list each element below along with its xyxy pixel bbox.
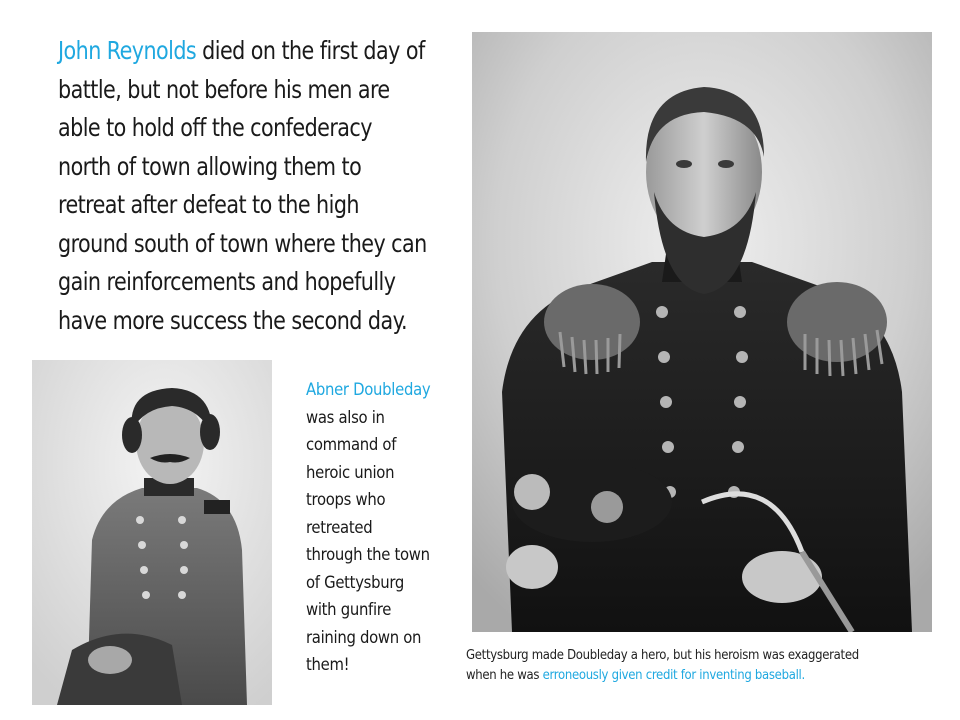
main-line-5: retreat after defeat to the high bbox=[58, 190, 359, 219]
doubleday-paragraph bbox=[306, 376, 446, 679]
doubleday-portrait-image bbox=[32, 360, 272, 705]
main-line-8: have more success the second day. bbox=[58, 305, 408, 335]
main-paragraph bbox=[58, 32, 427, 340]
side-line: was also in bbox=[306, 407, 385, 427]
main-line-7: gain reinforcements and hopefully bbox=[58, 267, 396, 296]
reynolds-portrait bbox=[472, 32, 932, 632]
side-line: retreated bbox=[306, 517, 373, 537]
main-line-3: able to hold off the confederacy bbox=[58, 113, 372, 142]
doubleday-name: Abner Doubleday bbox=[306, 380, 431, 399]
reynolds-name: John Reynolds bbox=[58, 36, 197, 65]
caption-line-2: when he was erroneously given credit for inventing baseball. bbox=[466, 668, 805, 683]
reynolds-portrait-image bbox=[472, 32, 932, 632]
main-line-2: battle, but not before his men are bbox=[58, 74, 390, 104]
side-line: command of bbox=[306, 435, 397, 454]
main-line-4: north of town allowing them to bbox=[58, 151, 362, 181]
main-line-6: ground south of town where they can bbox=[58, 228, 427, 258]
doubleday-portrait bbox=[32, 360, 272, 705]
side-line: them! bbox=[306, 655, 350, 674]
caption-line-1: Gettysburg made Doubleday a hero, but his heroism was exaggerated bbox=[466, 648, 859, 663]
side-line: through the town bbox=[306, 545, 430, 564]
side-line: heroic union bbox=[306, 462, 395, 482]
side-line: troops who bbox=[306, 490, 386, 509]
main-line-1: John Reynolds died on the first day of bbox=[58, 36, 425, 65]
side-line: raining down on bbox=[306, 627, 422, 647]
baseball-claim: erroneously given credit for inventing baseball. bbox=[542, 668, 805, 683]
side-line: of Gettysburg bbox=[306, 572, 404, 592]
side-line: with gunfire bbox=[306, 600, 392, 619]
photo-caption bbox=[466, 646, 936, 686]
